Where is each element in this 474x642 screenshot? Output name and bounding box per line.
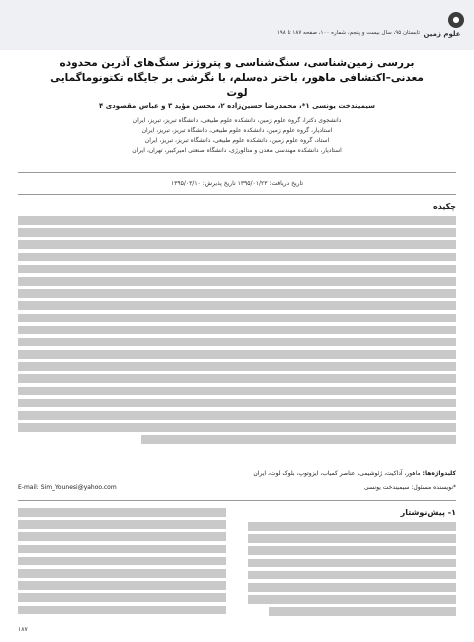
text-column-right	[248, 522, 456, 622]
paper-title: بررسی زمین‌شناسی، سنگ‌شناسی و پتروژنز سنگ‌های آذرین محدوده معدنی–اکتشافی ماهور، باختر ده‌سلم، با نگرشی بر جایگاه تکتونوماگمایی لوت	[50, 57, 424, 99]
divider	[18, 194, 456, 195]
page-number: ۱۸۷	[18, 626, 28, 633]
author-list: سیمیندخت یونسی ۱*، محمدرضا حسین‌زاده ۲، محسن مؤید ۳ و عباس مقصودی ۴	[98, 102, 376, 110]
affiliation-3: استاد، گروه علوم زمین، دانشکده علوم طبیعی، دانشگاه تبریز، تبریز، ایران	[144, 137, 330, 144]
logo-text: علوم زمین	[423, 30, 461, 38]
corresponding-author: *نویسنده مسئول: سیمیندخت یونسی	[364, 484, 456, 491]
logo-icon: ●	[448, 12, 464, 28]
journal-issue-line: تابستان ۹۵، سال بیست و پنجم، شماره ۱۰۰، صفحه ۱۸۷ تا ۱۹۸	[276, 30, 420, 36]
keywords	[18, 470, 456, 477]
abstract-heading: چکیده	[432, 202, 456, 211]
keywords-list: ماهور، آداکیت، ژئوشیمی، عناصر کمیاب، ایزوتوپ، بلوک لوت، ایران	[253, 470, 421, 477]
keywords-label: کلیدواژه‌ها:	[422, 470, 456, 477]
affiliation-2: استادیار، گروه علوم زمین، دانشکده علوم طبیعی، دانشگاه تبریز، تبریز، ایران	[141, 127, 333, 134]
text-column-left	[18, 508, 226, 622]
divider	[18, 172, 456, 173]
submission-dates: تاریخ دریافت: ۱۳۹۵/۰۱/۲۳ تاریخ پذیرش: ۱۳۹۵/۰۳/۱۰	[170, 180, 304, 187]
section-heading: ۱- پیش‌نوشتار	[400, 508, 456, 517]
journal-header	[0, 0, 474, 50]
divider	[18, 500, 456, 501]
abstract-body	[18, 216, 456, 456]
corresponding-email: E-mail: Sim_Younesi@yahoo.com	[18, 484, 117, 491]
journal-logo	[418, 8, 468, 44]
affiliation-1: دانشجوی دکترا، گروه علوم زمین، دانشکده علوم طبیعی، دانشگاه تبریز، تبریز، ایران	[132, 117, 342, 124]
affiliation-4: استادیار، دانشکده مهندسی معدن و متالورژی، دانشگاه صنعتی امیرکبیر، تهران، ایران	[132, 147, 342, 154]
